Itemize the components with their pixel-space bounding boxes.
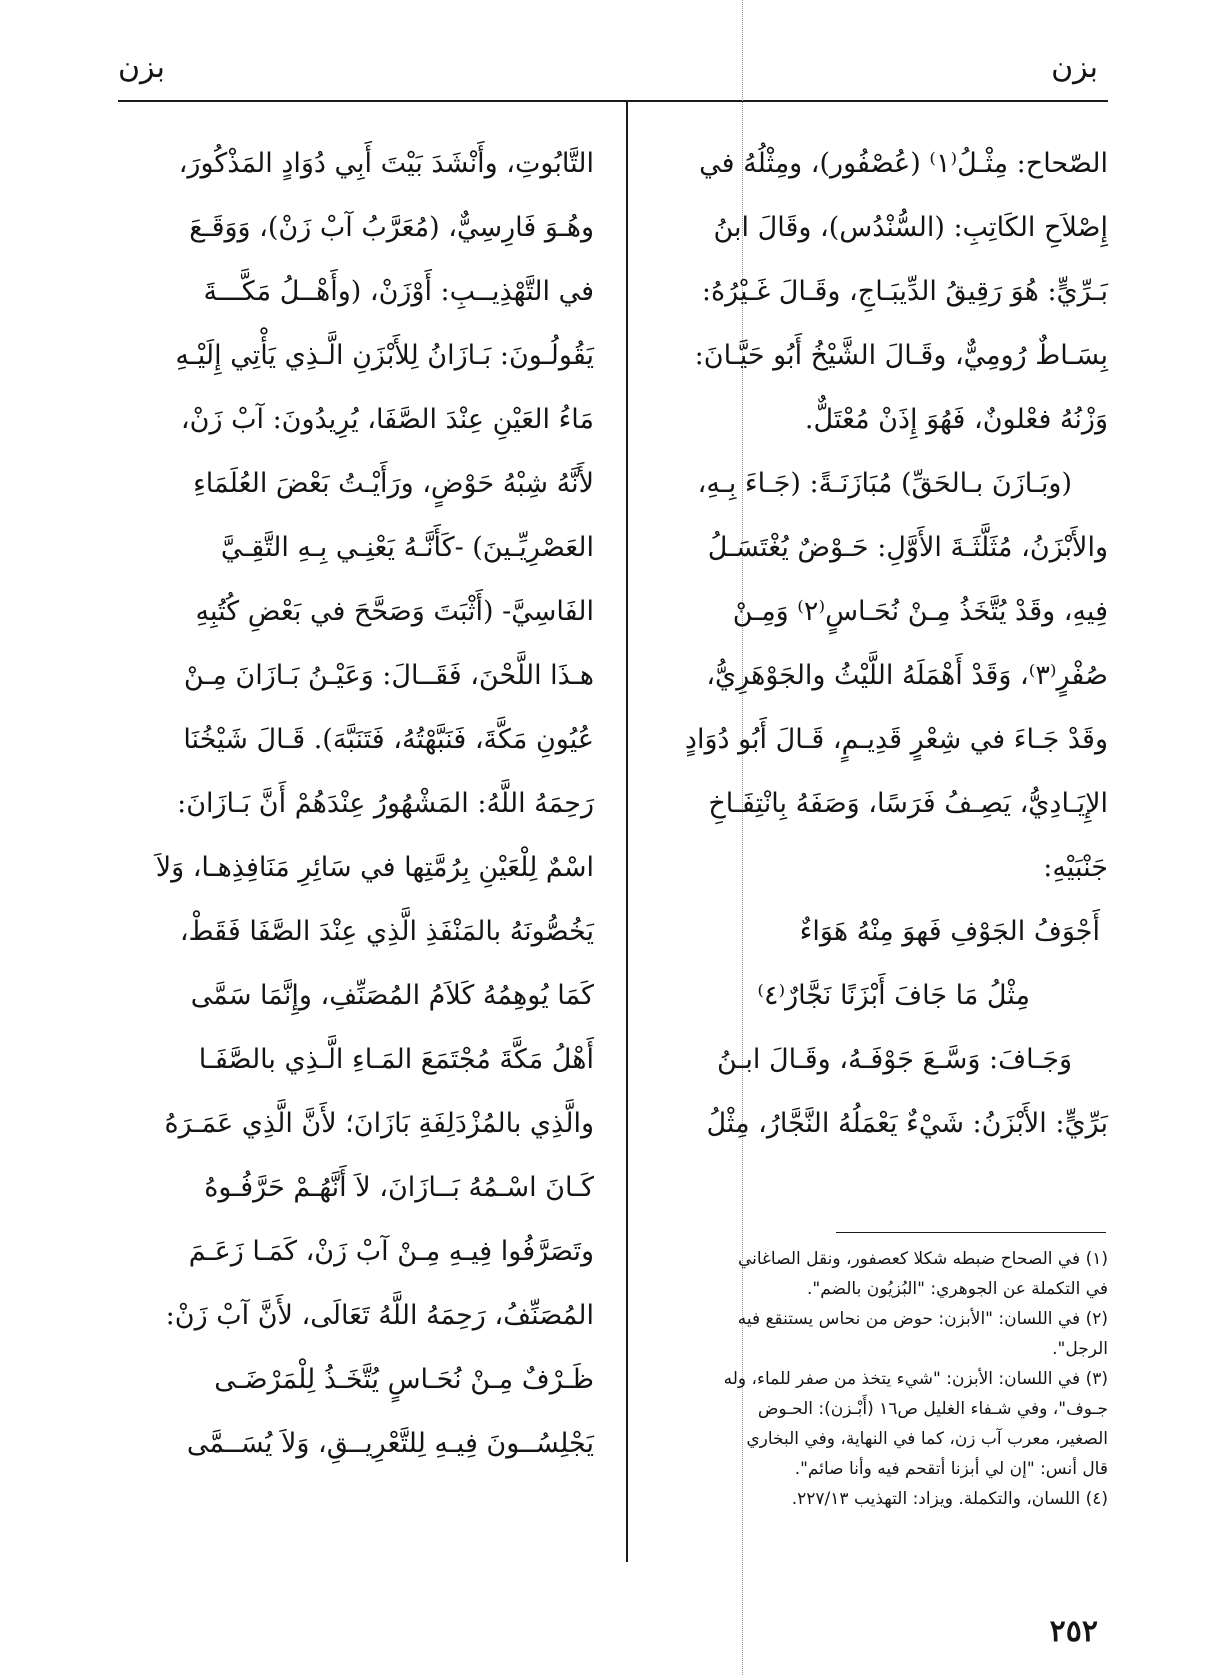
text-line: وَزْنُهُ فعْلونٌ، فَهُوَ إِذَنْ مُعْتَلٌّ. bbox=[804, 404, 1108, 435]
text-line: اسْمٌ لِلْعَيْنِ بِرُمَّتِها في سَائِرِ مَنَافِذِهـا، وَلاَ bbox=[155, 852, 594, 883]
text-line: لأَنَّهُ شِبْهُ حَوْضٍ، ورَأَيْـتُ بَعْضَ العُلَمَاءِ bbox=[193, 468, 594, 499]
left-column bbox=[120, 132, 594, 1476]
text-line: كَمَا يُوهِمُهُ كَلاَمُ المُصَنِّفِ، وإِنَّمَا سَمَّى bbox=[190, 980, 594, 1011]
footnote-line: (٢) في اللسان: "الأبزن: حوض من نحاس يستنقع فيه bbox=[737, 1309, 1108, 1329]
text-line: هـذَا اللَّحْنَ، فَقَــالَ: وَعَيْـنُ بَـازَانَ مِـنْ bbox=[183, 660, 594, 691]
text-line: (وبَـازَنَ بـالحَقِّ) مُبَازَنَـةً: (جَـاءَ بِـهِ، bbox=[697, 468, 1072, 499]
footnote-rule bbox=[836, 1232, 1106, 1233]
text-line: مَاءُ العَيْنِ عِنْدَ الصَّفَا، يُرِيدُونَ: آبْ زَنْ، bbox=[180, 404, 594, 435]
text-line: ظَـرْفٌ مِـنْ نُحَـاسٍ يُتَّخَـذُ لِلْمَرْضَـى bbox=[214, 1364, 594, 1395]
text-line: التَّابُوتِ، وأَنْشَدَ بَيْتَ أَبِي دُوَادٍ المَذْكُورَ، bbox=[178, 148, 594, 179]
text-line: أَهْلُ مَكَّةَ مُجْتَمَعَ المَـاءِ الَّـذِي بالصَّفَـا bbox=[198, 1044, 594, 1075]
text-line: والَّذِي بالمُزْدَلِفَةِ بَازَانَ؛ لأَنَّ الَّذِي عَمَـرَهُ bbox=[164, 1108, 594, 1139]
text-line: إِصْلاَحِ الكَاتِبِ: (السُّنْدُس)، وقَالَ ابنُ bbox=[713, 212, 1108, 243]
text-line: وقَدْ جَـاءَ في شِعْرٍ قَدِيـمٍ، قَـالَ أَبُو دُوَادٍ bbox=[684, 724, 1108, 755]
verse-line: مِثْلُ مَا جَافَ أَبْزَنًا نَجَّارٌ⁽٤⁾ bbox=[757, 980, 1030, 1011]
footnote-line: قال أنس: "إن لي أبزنا أتقحم فيه وأنا صائم". bbox=[794, 1459, 1108, 1479]
text-line: جَنْبَيْهِ: bbox=[1043, 852, 1108, 883]
text-line: والأَبْزَنُ، مُثَلَّثَـةَ الأَوَّلِ: حَـوْضٌ يُغْتَسَـلُ bbox=[707, 532, 1108, 563]
text-line: الإِيَـادِيُّ، يَصِـفُ فَرَسًا، وَصَفَهُ بِانْتِفَـاخِ bbox=[708, 788, 1108, 819]
verse-line: أَجْوَفُ الجَوْفِ فَهوَ مِنْهُ هَوَاءٌ bbox=[799, 916, 1100, 947]
footnote-line: الرجل". bbox=[1052, 1339, 1108, 1359]
text-line: وتَصَرَّفُوا فِيـهِ مِـنْ آبْ زَنْ، كَمَـا زَعَـمَ bbox=[188, 1236, 594, 1267]
footnotes bbox=[660, 1244, 1108, 1514]
text-line: يَخُصُّونَهُ بالمَنْفَذِ الَّذِي عِنْدَ الصَّفَا فَقَطْ، bbox=[179, 916, 594, 947]
footnote-line: (٣) في اللسان: الأبزن: "شيء يتخذ من صفر للماء، وله bbox=[723, 1369, 1108, 1389]
running-head-right: بزن bbox=[1051, 50, 1098, 85]
text-line: كَـانَ اسْـمُهُ بَــازَانَ، لاَ أَنَّهُـمْ حَرَّفُـوهُ bbox=[204, 1172, 594, 1203]
text-line: في التَّهْذِيــبِ: أَوْزَنْ، (وأَهْــلُ مَكَّـــةَ bbox=[203, 276, 594, 307]
header-rule bbox=[118, 100, 1108, 102]
text-line: يَجْلِسُــونَ فِيـهِ لِلتَّعْرِيــقِ، وَلاَ يُسَــمَّى bbox=[186, 1428, 594, 1459]
page-number: ٢٥٢ bbox=[1049, 1614, 1098, 1649]
right-column bbox=[660, 132, 1108, 1156]
text-line: عُيُونِ مَكَّةَ، فَنَبَّهْتُهُ، فَتَنَبَّهَ). قَـالَ شَيْخُنَا bbox=[183, 724, 594, 755]
text-line: الفَاسِيَّ- (أَثْبَتَ وَصَحَّحَ في بَعْضِ كُتُبِهِ bbox=[195, 596, 594, 627]
text-line: الصّحاح: مِثْـلُ⁽١⁾ (عُصْفُور)، ومِثْلُهُ في bbox=[699, 148, 1108, 179]
text-line: العَصْرِيِّـينَ) -كَأَنَّـهُ يَعْنِـي بِـهِ التَّقِـيَّ bbox=[220, 532, 594, 563]
text-line: المُصَنِّفُ، رَحِمَهُ اللَّهُ تَعَالَى، لأَنَّ آبْ زَنْ: bbox=[165, 1300, 594, 1331]
footnote-line: (١) في الصحاح ضبطه شكلا كعصفور، ونقل الصاغاني bbox=[737, 1249, 1108, 1269]
column-divider bbox=[626, 102, 628, 1562]
text-line: بَـرِّيٍّ: هُوَ رَقِيقُ الدِّيبَـاجِ، وقَـالَ غَـيْرُهُ: bbox=[701, 276, 1108, 307]
text-line: بَرِّيٍّ: الأَبْزَنُ: شَيْءٌ يَعْمَلُهُ النَّجَّارُ، مِثْلُ bbox=[706, 1108, 1108, 1139]
text-line: وَجَـافَ: وَسَّـعَ جَوْفَـهُ، وقَـالَ ابـنُ bbox=[716, 1044, 1072, 1075]
text-line: صُفْرٍ⁽٣⁾، وَقَدْ أَهْمَلَهُ اللَّيْثُ والجَوْهَرِيُّ، bbox=[706, 660, 1108, 691]
footnote-line: جـوف"، وفي شـفاء الغليل ص١٦ (أَبْـزن): الحـوض bbox=[757, 1399, 1108, 1419]
footnote-line: (٤) اللسان، والتكملة. ويزاد: التهذيب ٢٢٧/١٣. bbox=[791, 1489, 1108, 1509]
text-line: وهُـوَ فَارِسِيٌّ، (مُعَرَّبُ آبْ زَنْ)، وَوَقَـعَ bbox=[189, 212, 594, 243]
footnote-line: في التكملة عن الجوهري: "البُزيُون بالضم". bbox=[806, 1279, 1108, 1299]
text-line: يَقُولُـونَ: بَـازَانُ لِلأَبْزَنِ الَّـذِي يَأْتِي إِلَيْـهِ bbox=[175, 340, 594, 371]
text-line: رَحِمَهُ اللَّهُ: المَشْهُورُ عِنْدَهُمْ أَنَّ بَـازَانَ: bbox=[177, 788, 594, 819]
text-line: فِيهِ، وقَدْ يُتَّخَذُ مِـنْ نُحَـاسٍ⁽٢⁾ وَمِـنْ bbox=[732, 596, 1108, 627]
running-head-left: بزن bbox=[118, 50, 165, 85]
footnote-line: الصغير، معرب آب زن، كما في النهاية، وفي البخاري bbox=[746, 1429, 1108, 1449]
text-line: بِسَـاطٌ رُومِيٌّ، وقَـالَ الشَّيْخُ أَبُو حَيَّـانَ: bbox=[694, 340, 1108, 371]
